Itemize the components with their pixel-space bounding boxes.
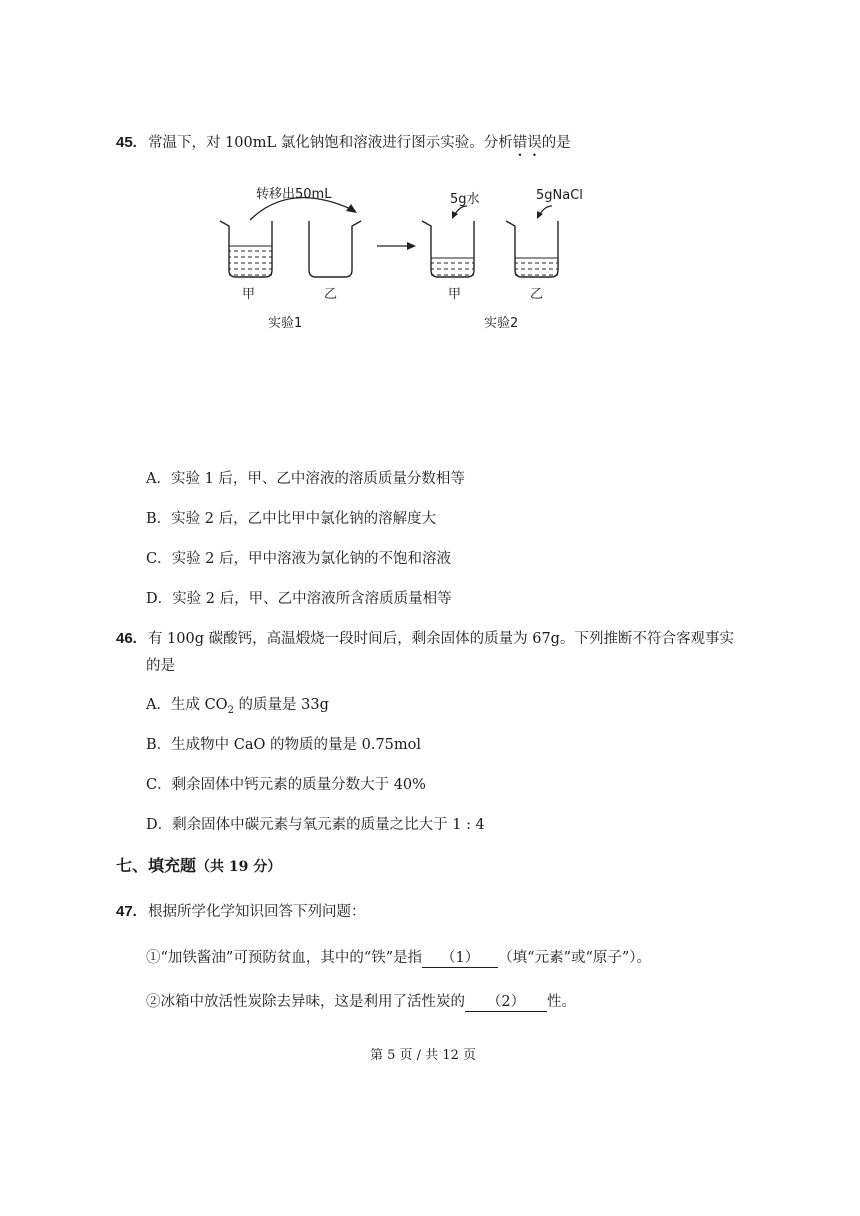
emphasis-char: 错: [512, 135, 528, 151]
option-a[interactable]: [146, 693, 329, 716]
emphasis-char: 误: [527, 135, 542, 151]
add-nacl-arrow: [540, 206, 552, 214]
subscript: 2: [227, 704, 234, 716]
section-heading: [116, 853, 281, 876]
beaker-yi-exp1: [309, 221, 361, 277]
option-b[interactable]: B．实验 2 后，乙中比甲中氯化钠的溶解度大: [146, 511, 437, 527]
answer-blank-1[interactable]: （1）: [422, 946, 498, 968]
question-45: [116, 131, 571, 152]
solution-level: [229, 246, 272, 276]
question-47: [116, 900, 365, 921]
page-footer: 第 5 页 / 共 12 页: [370, 1048, 476, 1063]
add-nacl-label: 5gNaCl: [536, 188, 583, 203]
option-d[interactable]: D．实验 2 后，甲、乙中溶液所含溶质质量相等: [146, 591, 452, 607]
stem-text: 的是: [541, 135, 571, 151]
question-stem: 有 100g 碳酸钙，高温煅烧一段时间后，剩余固体的质量为 67g。下列推断不符合客观事实: [147, 631, 734, 647]
item-text: ①“加铁酱油”可预防贫血，其中的“铁”是指: [146, 950, 423, 966]
experiment-1-label: 实验1: [268, 316, 303, 331]
sub-question-1: [146, 946, 651, 968]
answer-blank-2[interactable]: （2）: [465, 990, 547, 1012]
option-text: A．生成 CO: [146, 697, 228, 713]
item-text: ②冰箱中放活性炭除去异味，这是利用了活性炭的: [146, 994, 465, 1010]
item-text: 性。: [547, 994, 576, 1010]
option-a[interactable]: A．实验 1 后，甲、乙中溶液的溶质质量分数相等: [146, 471, 465, 487]
beaker-label-jia: 甲: [242, 287, 256, 302]
add-water-arrow: [455, 206, 467, 214]
option-text: 的质量是 33g: [233, 697, 329, 713]
add-water-label: 5g水: [450, 192, 480, 207]
sub-question-2: [146, 990, 576, 1012]
option-d[interactable]: D．剩余固体中碳元素与氧元素的质量之比大于 1 : 4: [146, 817, 485, 833]
transfer-label: 转移出50mL: [256, 187, 332, 202]
solution-level: [431, 258, 474, 276]
beaker-label-yi: 乙: [324, 287, 338, 302]
beaker-yi-exp2: [506, 221, 558, 277]
question-number: 47.: [116, 903, 137, 920]
question-number: 46.: [116, 630, 137, 647]
option-b[interactable]: B．生成物中 CaO 的物质的量是 0.75mol: [146, 737, 422, 753]
question-46: [116, 627, 734, 648]
question-number: 45.: [116, 134, 137, 151]
option-c[interactable]: C．实验 2 后，甲中溶液为氯化钠的不饱和溶液: [146, 551, 452, 567]
beaker-jia-exp1: [220, 221, 272, 277]
experiment-2-label: 实验2: [484, 316, 519, 331]
solution-level: [515, 258, 558, 276]
section-title: 七、填充题: [116, 856, 197, 875]
stem-text: 常温下，对 100mL 氯化钠饱和溶液进行图示实验。分析: [147, 135, 513, 151]
question-stem: 根据所学化学知识回答下列问题：: [147, 904, 366, 920]
beaker-label-jia: 甲: [448, 287, 462, 302]
beaker-label-yi: 乙: [530, 287, 544, 302]
section-score: （共 19 分）: [196, 859, 282, 875]
beaker-jia-exp2: [422, 221, 474, 277]
item-text: （填“元素”或“原子”）。: [498, 950, 652, 966]
option-c[interactable]: C．剩余固体中钙元素的质量分数大于 40%: [146, 777, 426, 793]
question-stem: [148, 135, 571, 151]
question-stem-continued: 的是: [146, 658, 175, 674]
